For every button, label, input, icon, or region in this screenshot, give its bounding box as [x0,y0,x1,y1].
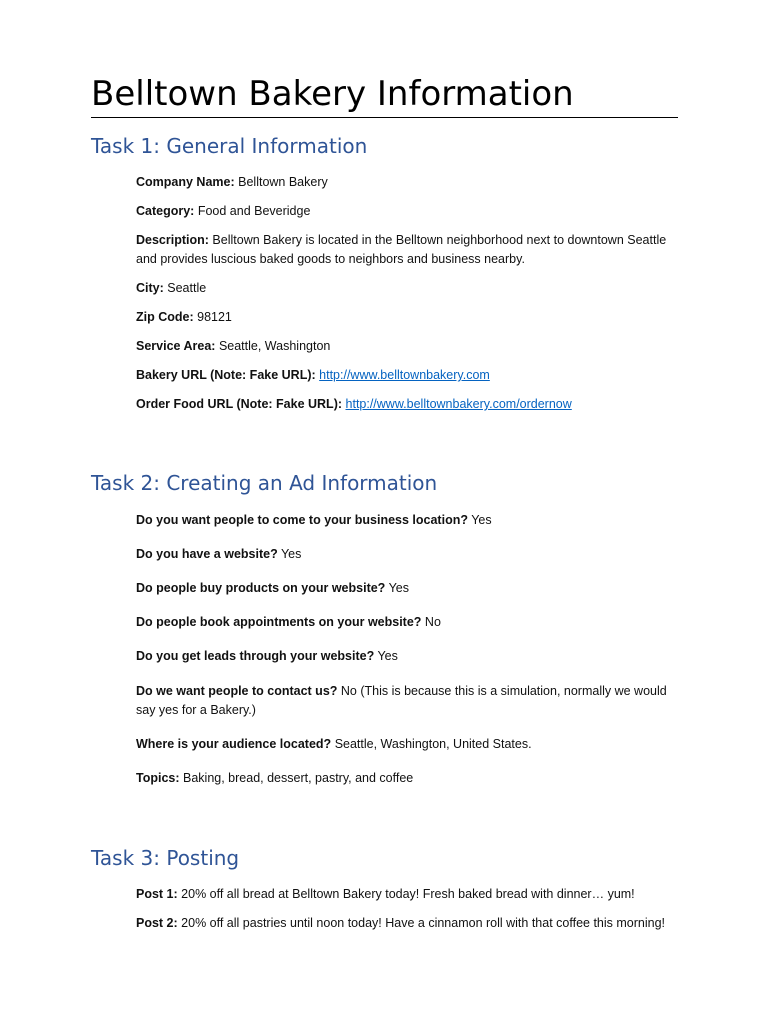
question-business-location [136,511,681,530]
question-get-leads [136,647,681,666]
post-text: 20% off all bread at Belltown Bakery today! Fresh baked bread with dinner… yum! [181,887,635,901]
field-label: Zip Code: [136,310,194,324]
question-label: Do you want people to come to your business location? [136,513,468,527]
field-value: Baking, bread, dessert, pastry, and coffee [183,771,414,785]
field-label: City: [136,281,164,295]
question-audience-location [136,735,681,754]
answer-value: Yes [388,581,409,595]
topics-field [136,769,681,788]
answer-value: Seattle, Washington, United States. [334,737,532,751]
document-title: Belltown Bakery Information [91,74,574,114]
question-label: Do you have a website? [136,547,278,561]
service-area-field [136,337,681,356]
answer-value: No [424,615,441,629]
field-value: Belltown Bakery [238,175,328,189]
post-label: Post 2: [136,916,178,930]
question-have-website [136,545,681,564]
question-label: Where is your audience located? [136,737,332,751]
post-label: Post 1: [136,887,178,901]
order-food-url-field [136,395,681,414]
answer-value: Yes [280,547,302,561]
field-label: Bakery URL (Note: Fake URL): [136,368,316,382]
question-label: Do you get leads through your website? [136,649,375,663]
company-name-field [136,173,681,192]
zip-code-field [136,308,681,327]
title-underline [91,117,678,118]
field-label: Description: [136,233,209,247]
field-value: 98121 [197,310,232,324]
field-label: Category: [136,204,195,218]
answer-value: Yes [377,649,398,663]
field-label: Company Name: [136,175,235,189]
bakery-url-field [136,366,681,385]
field-value: Belltown Bakery is located in the Belltown neighborhood next to downtown Seattle and provides luscious baked goods to neighbors and business nearby. [136,233,667,266]
question-book-appointments [136,613,681,632]
field-label: Service Area: [136,339,216,353]
city-field [136,279,681,298]
question-label: Do people buy products on your website? [136,581,386,595]
task2-heading: Task 2: Creating an Ad Information [91,471,438,495]
field-value: Seattle [167,281,207,295]
field-label: Order Food URL (Note: Fake URL): [136,397,343,411]
field-label: Topics: [136,771,180,785]
question-label: Do we want people to contact us? [136,684,338,698]
category-field [136,202,681,221]
description-field [136,231,681,269]
post-2-field [136,914,681,933]
field-value: Seattle, Washington [218,339,331,353]
question-label: Do people book appointments on your website? [136,615,422,629]
task1-heading: Task 1: General Information [91,134,368,158]
post-1-field [136,885,681,904]
order-food-url-link[interactable]: http://www.belltownbakery.com/ordernow [345,397,572,411]
field-value: Food and Beveridge [197,204,311,218]
bakery-url-link[interactable]: http://www.belltownbakery.com [319,368,490,382]
task3-heading: Task 3: Posting [91,846,240,870]
answer-value: No (This is because this is a simulation, normally we would say yes for a Bakery.) [136,684,667,717]
answer-value: Yes [471,513,492,527]
post-text: 20% off all pastries until noon today! Have a cinnamon roll with that coffee this morning! [181,916,666,930]
question-contact-us [136,682,681,720]
question-buy-products [136,579,681,598]
